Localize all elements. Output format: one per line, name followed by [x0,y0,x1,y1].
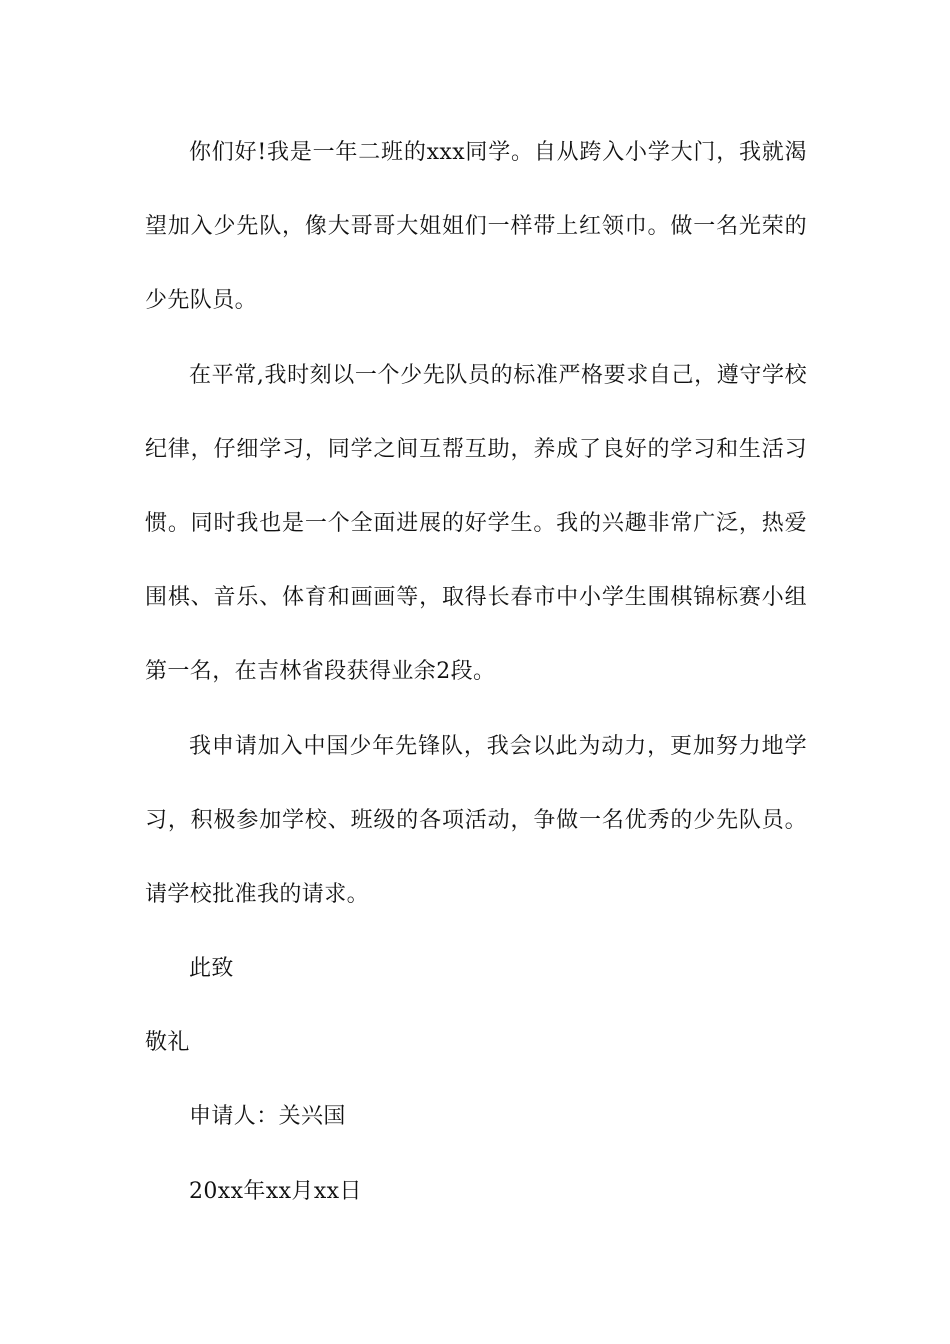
paragraph-3-line-1: 我申请加入中国少年先锋队，我会以此为动力，更加努力地学 [189,733,807,759]
paragraph-1-line-1: 你们好!我是一年二班的xxx同学。自从跨入小学大门，我就渴 [189,140,807,165]
paragraph-2-line-1: 在平常,我时刻以一个少先队员的标准严格要求自己，遵守学校 [189,362,807,388]
paragraph-1-line-3: 少先队员。 [145,288,258,314]
closing-salutation: 此致 [189,956,234,982]
closing-regards: 敬礼 [145,1030,190,1056]
paragraph-2-line-2: 纪律，仔细学习，同学之间互帮互助，养成了良好的学习和生活习 [145,436,807,462]
paragraph-3-line-2: 习，积极参加学校、班级的各项活动，争做一名优秀的少先队员。 [145,807,807,833]
letter-body [145,131,807,1244]
paragraph-2-line-5: 第一名，在吉林省段获得业余2段。 [145,659,496,685]
applicant-signature: 申请人：关兴国 [189,1104,346,1130]
paragraph-2-line-4: 围棋、音乐、体育和画画等，取得长春市中小学生围棋锦标赛小组 [145,585,807,611]
paragraph-2-line-3: 惯。同时我也是一个全面进展的好学生。我的兴趣非常广泛，热爱 [145,510,807,536]
paragraph-3-line-3: 请学校批准我的请求。 [145,881,370,907]
paragraph-1-line-2: 望加入少先队，像大哥哥大姐姐们一样带上红领巾。做一名光荣的 [145,214,807,240]
letter-date: 20xx年xx月xx日 [189,1178,362,1204]
